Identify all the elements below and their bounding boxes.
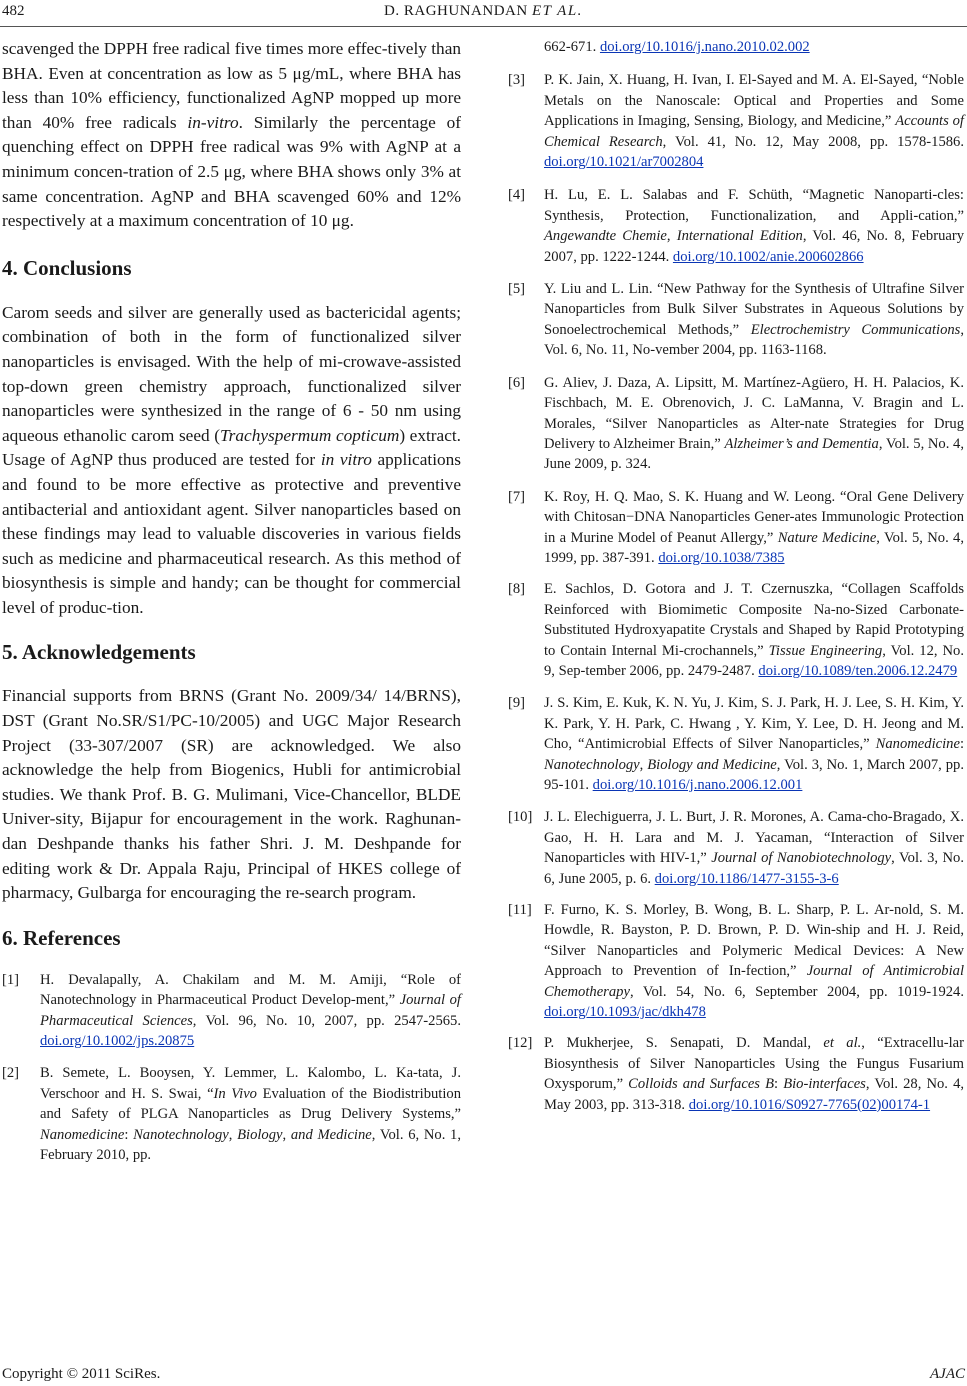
text-run: Carom seeds and silver are generally used as bactericidal agents; combination of both in the form of functionalized silver nanoparticles is envisaged. With the help of mi-crowave-assisted top-down green chemistry approach, functionalized silver nanoparticles were synthesized in the range of 6 - 50 nm using aqueous ethanolic carom seed ( xyxy=(2,302,461,445)
doi-link[interactable]: doi.org/10.1016/S0927-7765(02)00174-1 xyxy=(688,1096,931,1113)
doi-link[interactable]: doi.org/10.1186/1477-3155-3-6 xyxy=(654,870,839,887)
header-et-al: ET AL. xyxy=(531,3,583,19)
reference-item xyxy=(508,37,964,57)
doi-link[interactable]: doi.org/10.1089/ten.2006.12.2479 xyxy=(758,662,958,679)
text-run: , Vol. 5, No. 4, 1999, pp. 387-391. xyxy=(544,529,964,566)
text-run: , Vol. 96, No. 10, 2007, pp. 2547-2565. xyxy=(192,1012,461,1029)
reference-number: [4] xyxy=(508,187,526,204)
reference-item xyxy=(508,185,964,267)
reference-item xyxy=(508,693,964,795)
italic-text: Journal of Antimicrobial Chemotherapy xyxy=(544,963,964,1000)
text-run: , xyxy=(282,1126,291,1143)
italic-text: Angewandte Chemie xyxy=(544,228,667,245)
italic-text: Biology xyxy=(237,1126,283,1143)
header-authors: D. RAGHUNANDAN xyxy=(384,3,528,19)
reference-item xyxy=(508,1033,964,1115)
italic-text: Nature Medicine xyxy=(777,529,877,546)
italic-text: Biology and Medicine xyxy=(647,756,777,773)
text-run: : xyxy=(124,1126,134,1143)
doi-link[interactable]: doi.org/10.1002/anie.200602866 xyxy=(672,248,864,265)
italic-text: Electrochemistry Communications xyxy=(750,321,961,338)
text-run: , Vol. 6, No. 1, February 2010, pp. xyxy=(40,1126,461,1164)
reference-number: [11] xyxy=(508,902,532,919)
right-column xyxy=(508,37,964,1115)
reference-number: [1] xyxy=(2,971,20,988)
conclusions-paragraph xyxy=(2,301,461,621)
text-run: , Vol. 41, No. 12, May 2008, pp. 1578-1586. xyxy=(662,133,964,150)
text-run: K. Roy, H. Q. Mao, S. K. Huang and W. Leong. “Oral Gene Delivery with Chitosan−DNA Nanoparticles Gener-ates Immunologic Protection in a Murine Model of Peanut Allergy,” xyxy=(544,488,964,546)
text-run: : xyxy=(774,1076,784,1093)
doi-link[interactable]: doi.org/10.1038/7385 xyxy=(658,549,785,566)
reference-item xyxy=(508,487,964,569)
reference-item xyxy=(508,373,964,475)
reference-item xyxy=(508,900,964,1022)
text-run: applications and found to be more effective as protective and preventive antibacterial and antioxidant agent. Silver nanoparticles based on these findings may lead to valuable discoveries in various fields such as medicine and pharmaceutical research. As this method of biosynthesis is simple and handy; can be thought for commercial level of produc-tion. xyxy=(2,450,461,617)
italic-text: in-vitro xyxy=(187,112,239,132)
doi-link[interactable]: doi.org/10.1016/j.nano.2006.12.001 xyxy=(592,777,803,793)
text-run: , Vol. 3, No. 1, March 2007, pp. 95-101. xyxy=(544,756,965,793)
text-run: B. Semete, L. Booysen, Y. Lemmer, L. Kalombo, L. Ka-tata, J. Verschoor and H. S. Swai, “ xyxy=(40,1065,461,1102)
text-run: , Vol. 46, No. 8, February 2007, pp. 1222-1244. xyxy=(544,228,965,265)
reference-number: [12] xyxy=(508,1035,533,1052)
text-run: scavenged the DPPH free radical five times more effec-tively than BHA. Even at concentration as low as 5 μg/mL, where BHA has less than 10% efficiency, functionalized AgNP mopped up more than 40% free radicals xyxy=(2,39,461,132)
text-run: , “Extracellu-lar Biosynthesis of Silver Nanoparticles Using the Fungus Fusarium Oxysporum,” xyxy=(544,1035,964,1093)
reference-item xyxy=(508,70,964,172)
text-run: P. Mukherjee, S. Senapati, D. Mandal, xyxy=(544,1035,824,1052)
reference-list-continued xyxy=(508,37,964,1115)
text-run: : xyxy=(959,736,964,753)
text-run: P. K. Jain, X. Huang, H. Ivan, I. El-Sayed and M. A. El-Sayed, “Noble Metals on the Nanoscale: Optical and Properties and Some Applications in Imaging, Sensing, Biology, and Medicine,” xyxy=(544,72,964,130)
text-run: , Vol. 6, No. 11, No-vember 2004, pp. 1163-1168. xyxy=(544,321,965,359)
reference-number: [10] xyxy=(508,809,533,826)
italic-text: Accounts of Chemical Research xyxy=(544,113,964,150)
italic-text: Nanotechnology xyxy=(133,1126,229,1143)
acknowledgements-paragraph xyxy=(2,684,461,905)
doi-link[interactable]: doi.org/10.1093/jac/dkh478 xyxy=(544,1004,706,1021)
text-run: , Vol. 12, No. 9, Sep-tember 2006, pp. 2479-2487. xyxy=(544,642,964,679)
italic-text: Tissue Engineering xyxy=(768,642,883,659)
text-run: G. Aliev, J. Daza, A. Lipsitt, M. Martínez-Agüero, H. H. Palacios, K. Fischbach, M. E. Obrenovich, J. C. LaManna, V. Bragin and L. Morales, “Silver Nanoparticles as Alter-nate Strategies for Drug Delivery to Alzheimer Brain,” xyxy=(544,374,964,452)
italic-text: Alzheimer’s and Dementia xyxy=(724,435,879,452)
text-run: ) extract. Usage of AgNP thus produced are tested for xyxy=(2,425,461,470)
text-run: H. Lu, E. L. Salabas and F. Schüth, “Magnetic Nanoparti-cles: Synthesis, Protection, Functionalization, and Appli-cation,” xyxy=(544,187,964,224)
reference-item xyxy=(508,807,964,889)
intro-paragraph xyxy=(2,37,461,234)
reference-number: [8] xyxy=(508,581,526,598)
text-run: Evaluation of the Biodistribution and Safety of PLGA Nanoparticles as Drug Delivery Systems,” xyxy=(40,1085,462,1123)
italic-text: International Edition xyxy=(676,228,803,245)
italic-text: In Vivo xyxy=(213,1085,257,1102)
reference-item xyxy=(508,279,964,361)
page-footer xyxy=(0,1366,967,1384)
italic-text: Nanomedicine xyxy=(875,736,960,753)
header-rule xyxy=(0,26,967,27)
left-column xyxy=(2,37,461,1165)
reference-number: [6] xyxy=(508,374,526,391)
journal-abbreviation: AJAC xyxy=(930,1366,965,1382)
text-run: J. S. Kim, E. Kuk, K. N. Yu, J. Kim, S. J. Park, H. J. Lee, S. H. Kim, Y. K. Park, Y. H. Park, C. Hwang , Y. Kim, Y. Lee, D. H. Jeong and M. Cho, “Antimicrobial Effects of Silver Nanoparticles,” xyxy=(544,695,964,753)
text-run: J. L. Elechiguerra, J. L. Burt, J. R. Morones, A. Cama-cho-Bragado, X. Gao, H. H. Lara and M. J. Yacaman, “Interaction of Silver Nanoparticles with HIV-1,” xyxy=(544,809,964,867)
reference-list xyxy=(2,970,461,1166)
reference-number: [2] xyxy=(2,1065,20,1082)
reference-number: [9] xyxy=(508,695,526,712)
text-run: Y. Liu and L. Lin. “New Pathway for the Synthesis of Ultrafine Silver Nanoparticles from Bulk Silver Substrates in Aqueous Solutions by Sonoelectrochemical Methods,” xyxy=(544,281,964,338)
italic-text: Nanomedicine xyxy=(40,1126,125,1143)
italic-text: Journal of Nanobiotechnology xyxy=(711,850,892,867)
text-run: H. Devalapally, A. Chakilam and M. M. Amiji, “Role of Nanotechnology in Pharmaceutical Product Develop-ment,” xyxy=(40,971,461,1009)
text-run: Financial supports from BRNS (Grant No. 2009/34/ 14/BRNS), DST (Grant No.SR/S1/PC-10/2005) and UGC Major Research Project (33-307/2007 (SR) are acknowledged. We also acknowledge the help from Biogenics, Hubli for antimicrobial studies. We thank Prof. B. G. Mulimani, Vice-Chancellor, BLDE Univer-sity, Bijapur for encouragement in the work. Raghunan-dan Deshpande thanks his father Shri. J. M. Deshpande for editing work & Dr. Appala Raju, Principal of HKES college of pharmacy, Gulbarga for encouraging the re-search program. xyxy=(2,686,461,903)
italic-text: in vitro xyxy=(320,450,372,470)
text-run: , Vol. 5, No. 4, June 2009, p. 324. xyxy=(544,435,965,473)
text-run: , xyxy=(639,756,648,773)
doi-link[interactable]: doi.org/10.1002/jps.20875 xyxy=(40,1033,195,1050)
text-run: E. Sachlos, D. Gotora and J. T. Czernuszka, “Collagen Scaffolds Reinforced with Biomimetic Composite Na-no-Sized Carbonate-Substituted Hydroxyapatite Crystals and Shaped by Rapid Prototyping to Contain Internal Mi-crochannels,” xyxy=(544,581,964,659)
italic-text: Colloids and Surfaces B xyxy=(628,1076,775,1093)
italic-text: Nanotechnology xyxy=(544,756,640,773)
text-run: F. Furno, K. S. Morley, B. Wong, B. L. Sharp, P. L. Ar-nold, S. M. Howdle, R. Bayston, P. D. Brown, P. D. Win-ship and H. J. Reid, “Silver Nanoparticles and Polymeric Medical Devices: A New Approach to Prevention of In-fection,” xyxy=(544,902,964,980)
text-run: , xyxy=(666,228,677,245)
italic-text: et al. xyxy=(823,1035,862,1052)
running-title xyxy=(0,3,967,20)
reference-number: [7] xyxy=(508,488,526,505)
italic-text: Journal of Pharmaceutical Sciences xyxy=(40,992,461,1029)
italic-text: Trachyspermum copticum xyxy=(220,425,400,445)
reference-item xyxy=(508,579,964,681)
text-run: 662-671. xyxy=(544,39,600,55)
references-heading: 6. References xyxy=(2,925,121,950)
text-run: , Vol. 54, No. 6, September 2004, pp. 1019-1924. xyxy=(629,983,964,1000)
reference-number: [3] xyxy=(508,72,526,89)
copyright-notice: Copyright © 2011 SciRes. xyxy=(2,1366,161,1382)
doi-link[interactable]: doi.org/10.1016/j.nano.2010.02.002 xyxy=(599,39,810,55)
page-number: 482 xyxy=(2,3,25,19)
acknowledgements-heading: 5. Acknowledgements xyxy=(2,640,196,665)
running-header xyxy=(0,0,967,30)
text-run: , Vol. 3, No. 6, June 2005, p. 6. xyxy=(544,850,964,887)
text-run: , xyxy=(228,1126,238,1143)
text-run: . Similarly the percentage of quenching effect on DPPH free radical was 9% with AgNP at a minimum concen-tration of 2.5 μg, where BHA shows only 3% at same concentration. AgNP and BHA scavenged 60% and 12% respectively at a maximum concentration of 10 μg. xyxy=(2,112,462,231)
text-run: , Vol. 28, No. 4, May 2003, pp. 313-318. xyxy=(544,1076,965,1113)
reference-number: [5] xyxy=(508,281,526,298)
italic-text: Bio-interfaces xyxy=(783,1076,866,1093)
doi-link[interactable]: doi.org/10.1021/ar7002804 xyxy=(544,154,704,171)
conclusions-heading: 4. Conclusions xyxy=(2,255,132,280)
reference-item xyxy=(2,970,461,1052)
italic-text: and Medicine xyxy=(290,1126,372,1143)
reference-item xyxy=(2,1063,461,1165)
